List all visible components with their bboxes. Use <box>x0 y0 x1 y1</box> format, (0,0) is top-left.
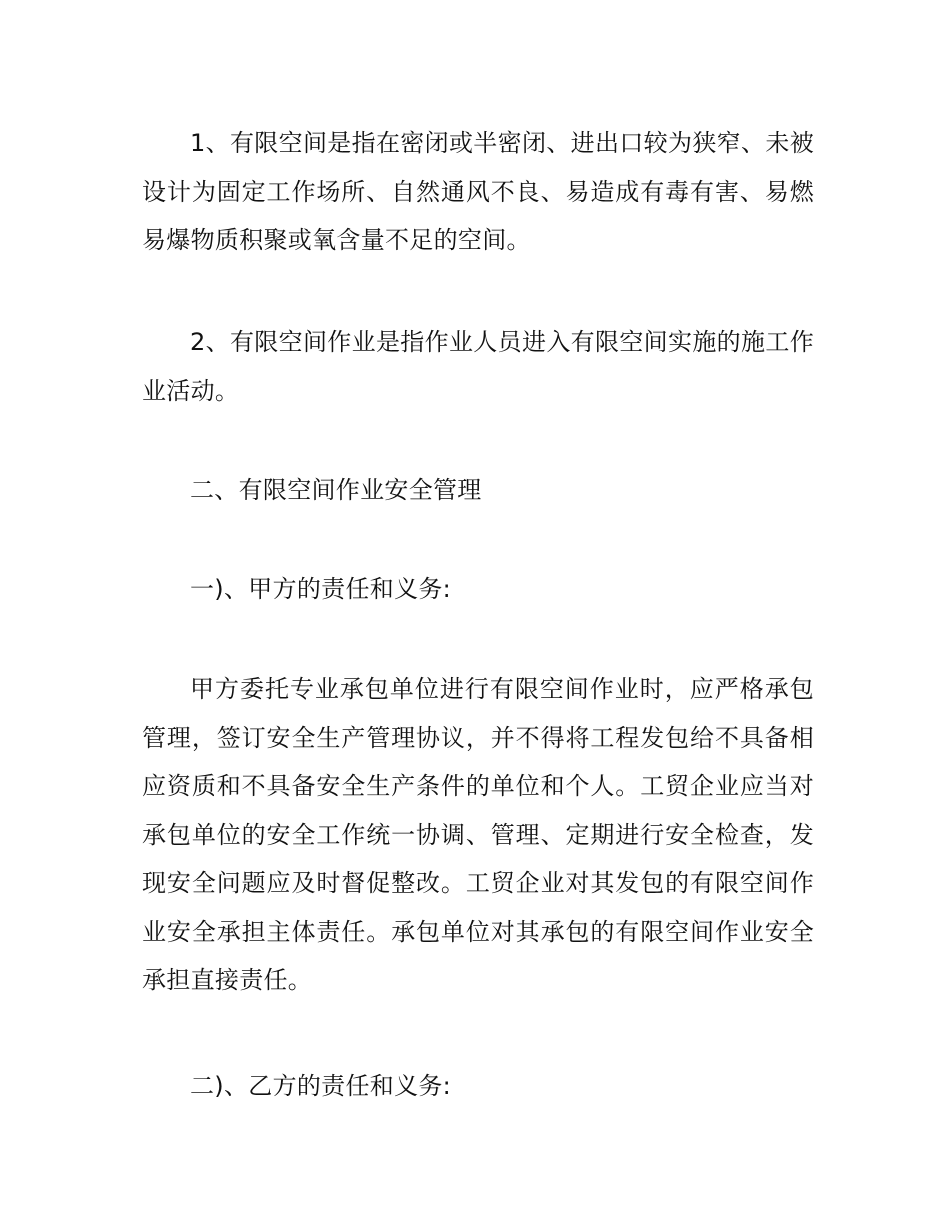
paragraph-definition-limited-space-work: 2、有限空间作业是指作业人员进入有限空间实施的施工作业活动。 <box>142 328 814 405</box>
section-heading-safety-management: 二、有限空间作业安全管理 <box>190 476 482 504</box>
subsection-heading-party-a: 一)、甲方的责任和义务: <box>190 575 452 603</box>
paragraph-definition-limited-space: 1、有限空间是指在密闭或半密闭、进出口较为狭窄、未被设计为固定工作场所、自然通风不良、易造成有毒有害、易燃易爆物质积聚或氧含量不足的空间。 <box>142 129 814 254</box>
paragraph-party-a-duties: 甲方委托专业承包单位进行有限空间作业时，应严格承包管理，签订安全生产管理协议，并不得将工程发包给不具备相应资质和不具备安全生产条件的单位和个人。工贸企业应当对承包单位的安全工作统一协调、管理、定期进行安全检查，发现安全问题应及时督促整改。工贸企业对其发包的有限空间作业安全承担主体责任。承包单位对其承包的有限空间作业安全承担直接责任。 <box>142 675 814 994</box>
subsection-heading-party-b: 二)、乙方的责任和义务: <box>190 1072 452 1100</box>
